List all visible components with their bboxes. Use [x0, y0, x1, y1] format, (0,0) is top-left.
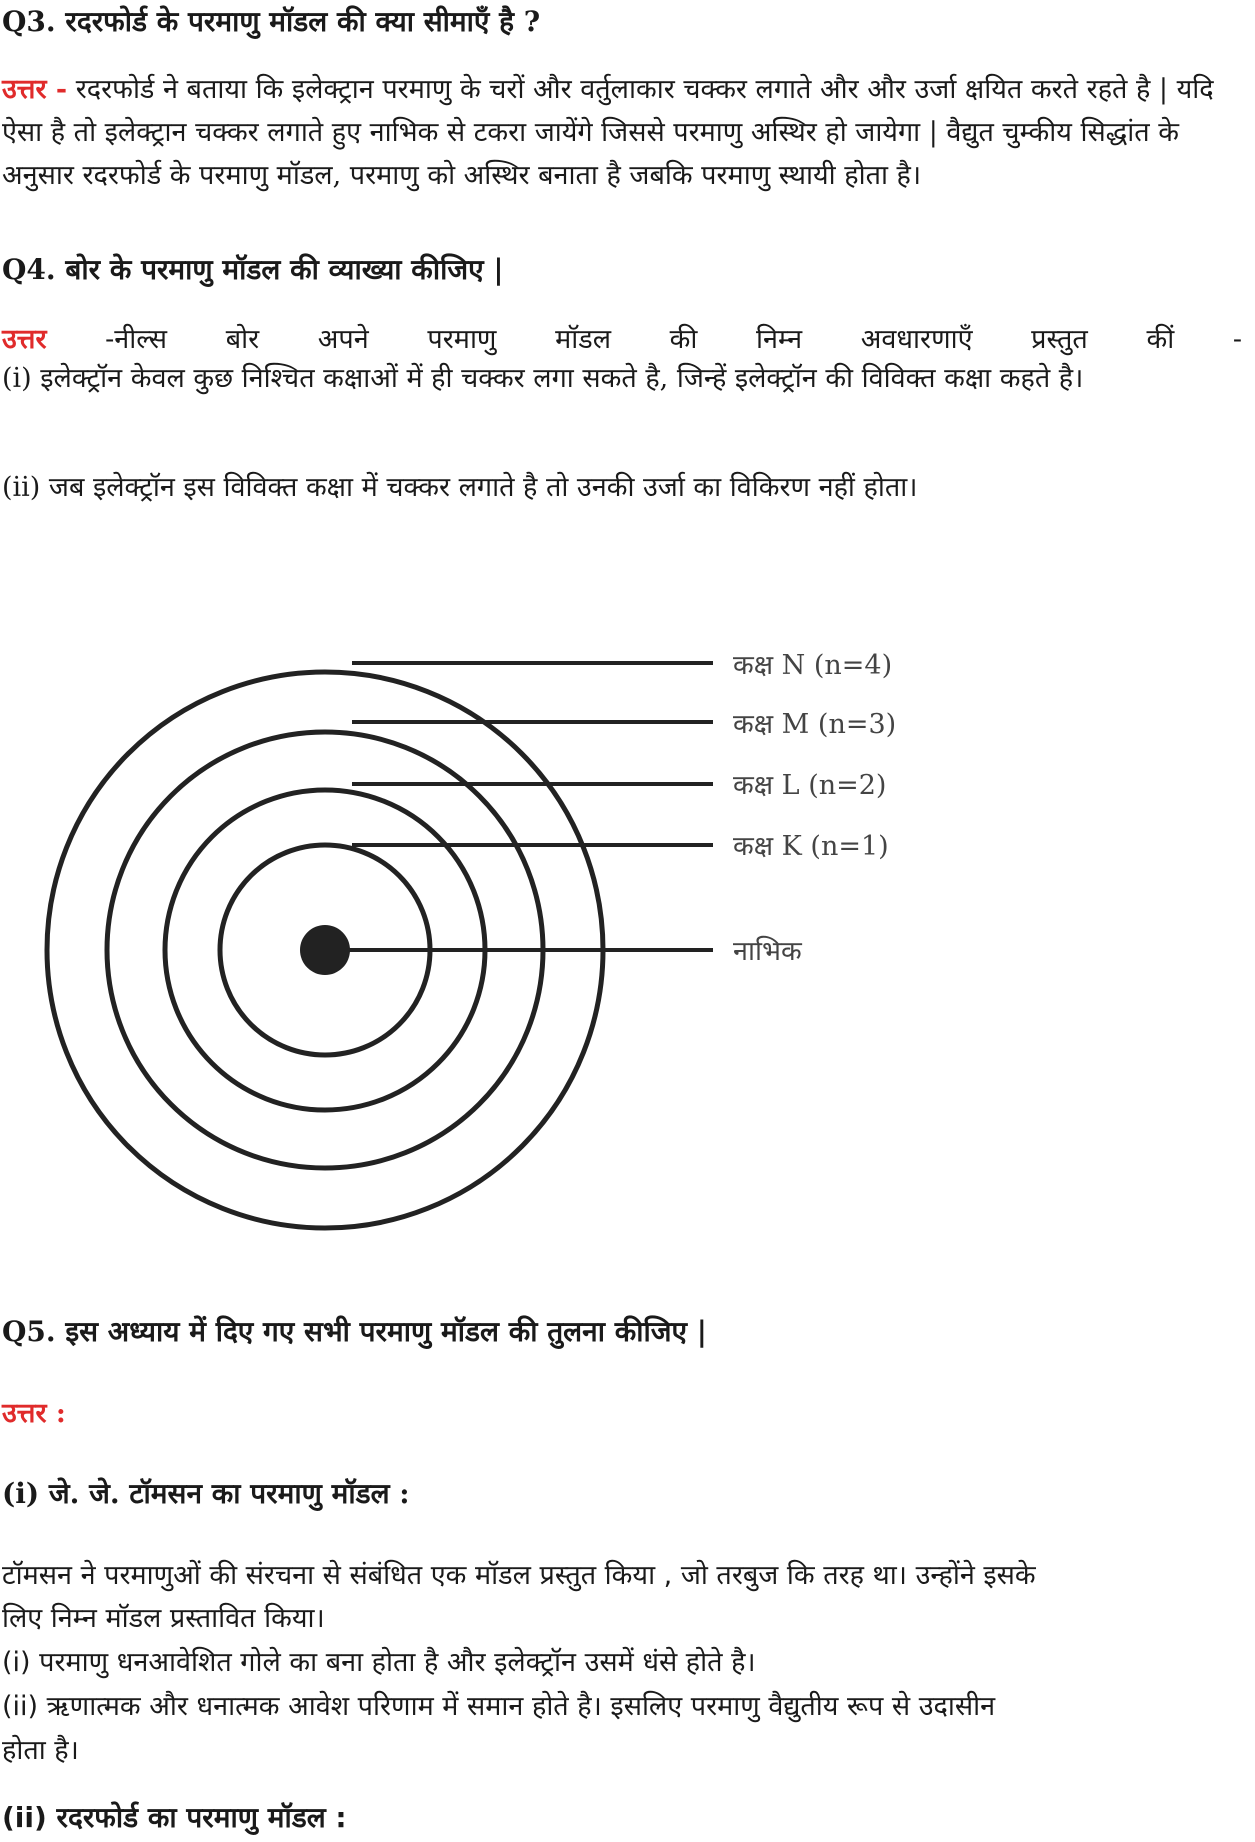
thomson-point-2-line-2: होता है। [2, 1735, 79, 1766]
thomson-text-line-2: लिए निम्न मॉडल प्रस्तावित किया। [2, 1603, 325, 1634]
q3-question: रदरफोर्ड के परमाणु मॉडल की क्या सीमाएँ है ? [65, 5, 541, 38]
q5-number: Q5. [2, 1315, 56, 1348]
q5-answer-label: उत्तर : [2, 1398, 66, 1429]
thomson-point-1: (i) परमाणु धनआवेशित गोले का बना होता है और इलेक्ट्रॉन उसमें धंसे होते है। [2, 1647, 756, 1678]
q5-question: इस अध्याय में दिए गए सभी परमाणु मॉडल की तुलना कीजिए | [65, 1315, 707, 1348]
q3-answer-label: उत्तर - [2, 74, 68, 105]
label-orbit-n: कक्ष N (n=4) [733, 650, 893, 681]
q5-answer-label-line [2, 1392, 1242, 1435]
label-orbit-m: कक्ष M (n=3) [733, 709, 897, 740]
q4-number: Q4. [2, 253, 56, 286]
label-nucleus: नाभिक [733, 936, 802, 967]
q4-point-1: (i) इलेक्ट्रॉन केवल कुछ निश्चित कक्षाओं में ही चक्कर लगा सकते है, जिन्हें इलेक्ट्रॉन की विविक्त कक्षा कहते है। [2, 363, 1084, 394]
q3-answer-text: रदरफोर्ड ने बताया कि इलेक्ट्रान परमाणु के चरों और वर्तुलाकार चक्कर लगाते और और उर्जा क्षयित करते रहते है | यदि ऐसा है तो इलेक्ट्रान चक्कर लगाते हुए नाभिक से टकरा जायेंगे जिससे परमाणु अस्थिर हो जायेगा | वैद्युत चुम्कीय सिद्धांत के अनुसार रदरफोर्ड के परमाणु मॉडल, परमाणु को अस्थिर बनाता है जबकि परमाणु स्थायी होता है। [2, 74, 1214, 191]
q4-point-2: (ii) जब इलेक्ट्रॉन इस विविक्त कक्षा में चक्कर लगाते है तो उनकी उर्जा का विकिरण नहीं होता। [2, 472, 918, 503]
thomson-point-2-line-1: (ii) ऋणात्मक और धनात्मक आवेश परिणाम में समान होते है। इसलिए परमाणु वैद्युतीय रूप से उदासीन [2, 1691, 996, 1722]
label-orbit-k: कक्ष K (n=1) [733, 831, 889, 862]
q4-question: बोर के परमाणु मॉडल की व्याख्या कीजिए | [65, 253, 504, 286]
label-orbit-l: कक्ष L (n=2) [733, 770, 887, 801]
q4-answer-label: उत्तर [2, 324, 47, 355]
q3-number: Q3. [2, 5, 56, 38]
rutherford-model-heading: (ii) रदरफोर्ड का परमाणु मॉडल : [2, 1801, 347, 1834]
thomson-text-line-1: टॉमसन ने परमाणुओं की संरचना से संबंधित एक मॉडल प्रस्तुत किया , जो तरबुज कि तरह था। उन्होंने इसके [2, 1560, 1036, 1591]
q4-answer-intro-text: -नील्स बोर अपने परमाणु मॉडल की निम्न अवधारणाएँ प्रस्तुत कीं - [105, 324, 1242, 355]
q5-heading [2, 1312, 707, 1350]
thomson-model-heading: (i) जे. जे. टॉमसन का परमाणु मॉडल : [2, 1477, 410, 1510]
